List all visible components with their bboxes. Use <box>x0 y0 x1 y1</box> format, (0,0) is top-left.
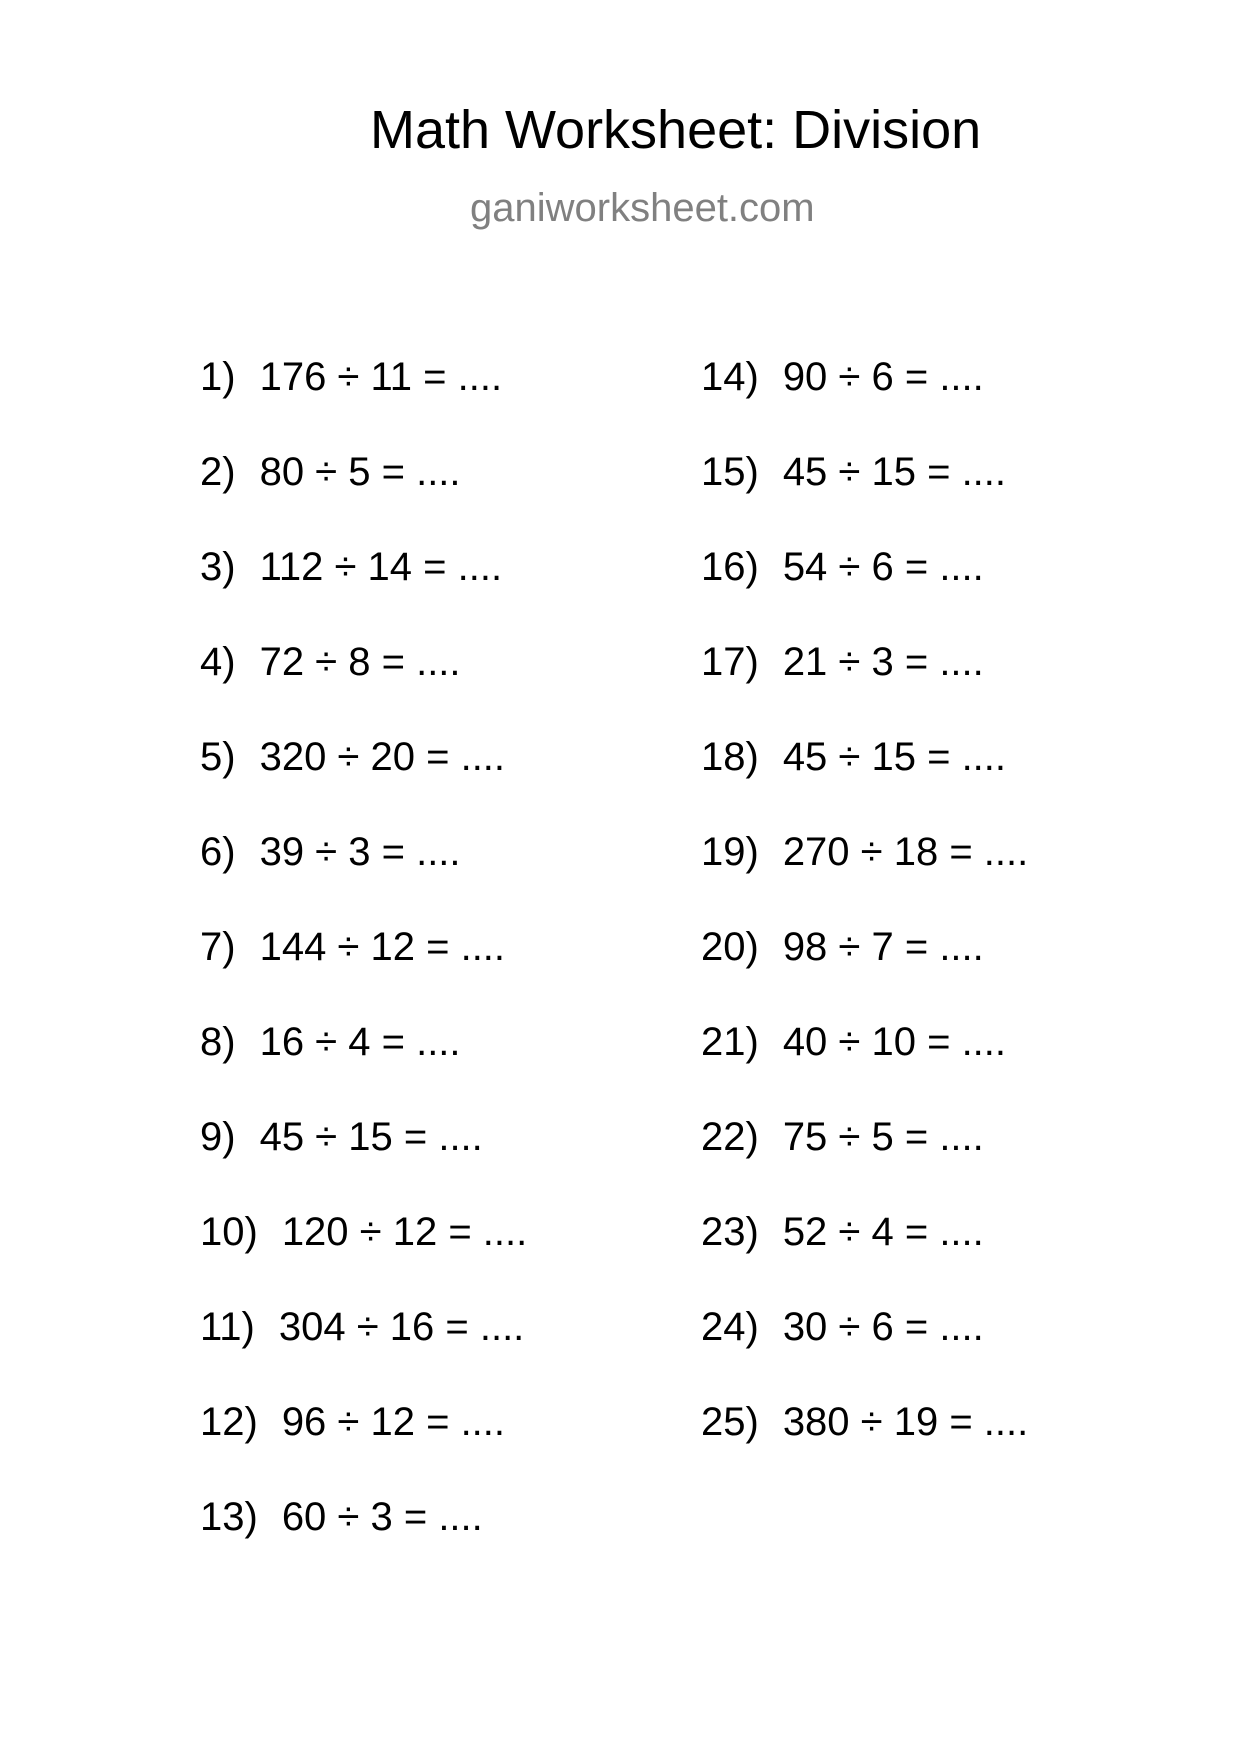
problem-number: 10) <box>200 1210 258 1254</box>
problem-item <box>200 631 527 726</box>
problem-number: 13) <box>200 1495 258 1539</box>
problem-item <box>701 536 1028 631</box>
problem-item <box>701 1011 1028 1106</box>
problem-number: 2) <box>200 450 236 494</box>
problem-number: 12) <box>200 1400 258 1444</box>
problem-expression: 45 ÷ 15 = .... <box>782 735 1007 779</box>
problem-number: 22) <box>701 1115 759 1159</box>
problem-expression: 21 ÷ 3 = .... <box>782 640 984 684</box>
problem-expression: 90 ÷ 6 = .... <box>782 355 984 399</box>
problem-expression: 60 ÷ 3 = .... <box>281 1495 483 1539</box>
problem-number: 14) <box>701 355 759 399</box>
problem-number: 3) <box>200 545 236 589</box>
problem-item <box>200 1391 527 1486</box>
problem-number: 1) <box>200 355 236 399</box>
problem-column-left <box>200 346 527 1581</box>
problem-number: 9) <box>200 1115 236 1159</box>
problem-item <box>200 1011 527 1106</box>
problem-item <box>200 1201 527 1296</box>
problem-number: 25) <box>701 1400 759 1444</box>
problem-expression: 380 ÷ 19 = .... <box>782 1400 1029 1444</box>
problem-expression: 176 ÷ 11 = .... <box>259 355 503 399</box>
problem-column-right <box>701 346 1028 1486</box>
problem-expression: 72 ÷ 8 = .... <box>259 640 461 684</box>
problem-expression: 52 ÷ 4 = .... <box>782 1210 984 1254</box>
problem-item <box>701 726 1028 821</box>
problem-number: 18) <box>701 735 759 779</box>
problem-number: 21) <box>701 1020 759 1064</box>
problem-item <box>701 821 1028 916</box>
problem-expression: 16 ÷ 4 = .... <box>259 1020 461 1064</box>
problem-expression: 98 ÷ 7 = .... <box>782 925 984 969</box>
problem-number: 11) <box>200 1305 255 1349</box>
problem-item <box>200 821 527 916</box>
problem-expression: 320 ÷ 20 = .... <box>259 735 506 779</box>
problem-expression: 304 ÷ 16 = .... <box>278 1305 525 1349</box>
problem-item <box>200 916 527 1011</box>
problem-number: 19) <box>701 830 759 874</box>
problem-item <box>701 916 1028 1011</box>
problem-item <box>701 1296 1028 1391</box>
problem-expression: 112 ÷ 14 = .... <box>259 545 503 589</box>
problem-expression: 45 ÷ 15 = .... <box>259 1115 483 1159</box>
problem-number: 24) <box>701 1305 759 1349</box>
problem-number: 5) <box>200 735 236 779</box>
problem-number: 23) <box>701 1210 759 1254</box>
problem-number: 15) <box>701 450 759 494</box>
problem-item <box>200 1106 527 1201</box>
problem-item <box>200 1296 527 1391</box>
problem-number: 8) <box>200 1020 236 1064</box>
problem-expression: 80 ÷ 5 = .... <box>259 450 461 494</box>
problem-expression: 96 ÷ 12 = .... <box>281 1400 506 1444</box>
problem-item <box>200 346 527 441</box>
site-watermark: ganiworksheet.com <box>470 186 815 230</box>
problem-expression: 40 ÷ 10 = .... <box>782 1020 1007 1064</box>
problem-item <box>701 441 1028 536</box>
problem-expression: 75 ÷ 5 = .... <box>782 1115 984 1159</box>
problem-item <box>200 726 527 821</box>
problem-number: 16) <box>701 545 759 589</box>
problem-expression: 39 ÷ 3 = .... <box>259 830 461 874</box>
problem-item <box>200 536 527 631</box>
problem-item <box>701 1391 1028 1486</box>
problem-number: 20) <box>701 925 759 969</box>
page-title: Math Worksheet: Division <box>370 100 982 160</box>
problem-expression: 30 ÷ 6 = .... <box>782 1305 984 1349</box>
problem-item <box>200 1486 527 1581</box>
problem-number: 4) <box>200 640 236 684</box>
problem-item <box>200 441 527 536</box>
problem-expression: 144 ÷ 12 = .... <box>259 925 506 969</box>
problem-expression: 270 ÷ 18 = .... <box>782 830 1029 874</box>
problem-expression: 54 ÷ 6 = .... <box>782 545 984 589</box>
problem-number: 7) <box>200 925 236 969</box>
problem-number: 6) <box>200 830 236 874</box>
problem-item <box>701 1106 1028 1201</box>
problem-number: 17) <box>701 640 759 684</box>
problem-expression: 45 ÷ 15 = .... <box>782 450 1007 494</box>
problem-item <box>701 346 1028 441</box>
problem-expression: 120 ÷ 12 = .... <box>281 1210 528 1254</box>
problem-item <box>701 631 1028 726</box>
problem-item <box>701 1201 1028 1296</box>
